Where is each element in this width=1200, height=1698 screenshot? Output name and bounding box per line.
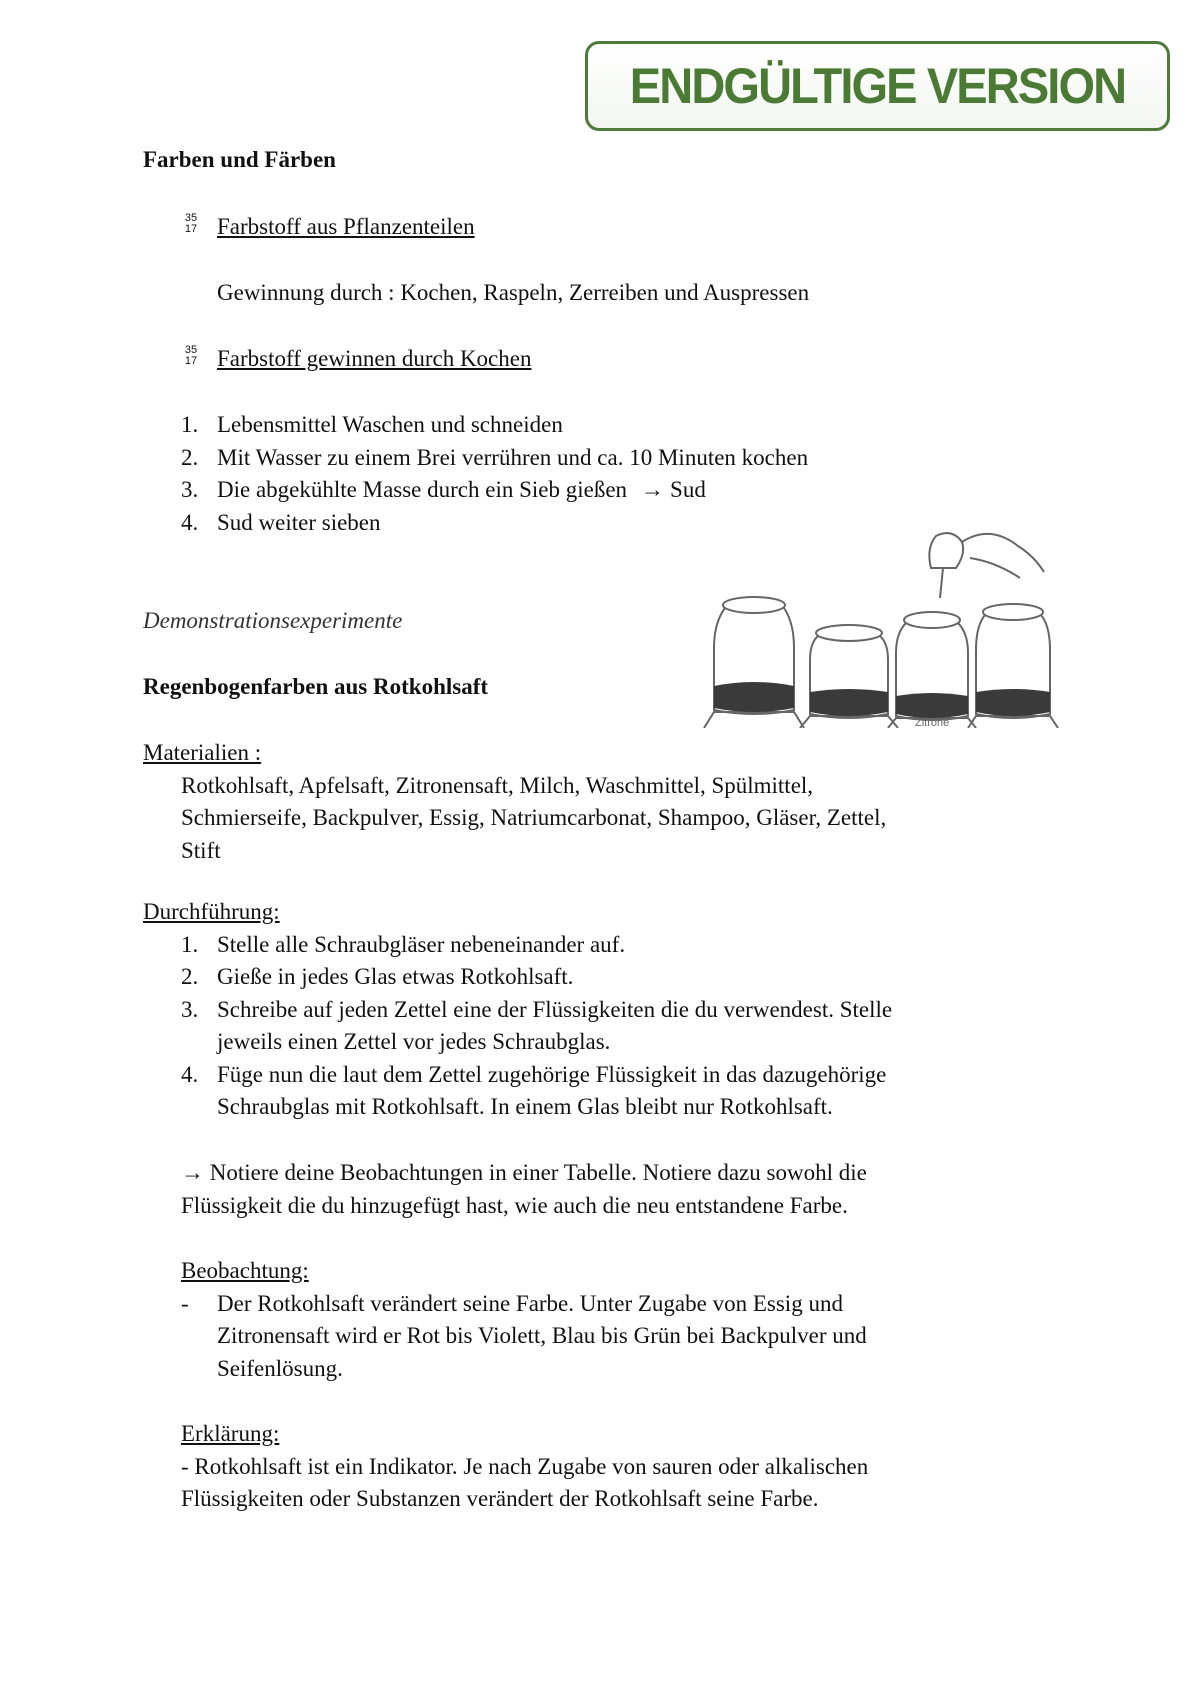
- list-item: Schreibe auf jeden Zettel eine der Flüssigkeiten die du verwendest. Stelle: [217, 997, 893, 1022]
- stamp-text: ENDGÜLTIGE VERSION: [629, 58, 1126, 114]
- list-item: Lebensmittel Waschen und schneiden: [217, 412, 563, 437]
- note-line: → Notiere deine Beobachtungen in einer Tabelle. Notiere dazu sowohl die: [181, 1160, 867, 1185]
- section-marker: 35 17: [184, 344, 198, 367]
- step-number: 3.: [181, 477, 199, 502]
- observation-line: Seifenlösung.: [217, 1356, 343, 1381]
- step-number: 1.: [181, 412, 199, 437]
- demo-label: Demonstrationsexperimente: [143, 608, 403, 633]
- explanation-line: Flüssigkeiten oder Substanzen verändert der Rotkohlsaft seine Farbe.: [181, 1486, 819, 1511]
- arrow-right-icon: →: [641, 477, 665, 502]
- document-title: Farben und Färben: [143, 147, 336, 172]
- step-number: 2.: [181, 445, 199, 470]
- section-marker: 35 17: [184, 212, 198, 235]
- list-item: Die abgekühlte Masse durch ein Sieb gießen → Sud: [217, 474, 706, 506]
- explanation-line: - Rotkohlsaft ist ein Indikator. Je nach Zugabe von sauren oder alkalischen: [181, 1454, 869, 1479]
- final-version-stamp: [585, 41, 1170, 131]
- step-number: 4.: [181, 1062, 199, 1087]
- list-item-continuation: Schraubglas mit Rotkohlsaft. In einem Glas bleibt nur Rotkohlsaft.: [217, 1094, 833, 1119]
- step-number: 2.: [181, 964, 199, 989]
- materials-line: Schmierseife, Backpulver, Essig, Natriumcarbonat, Shampoo, Gläser, Zettel,: [181, 805, 887, 830]
- observation-line: Zitronensaft wird er Rot bis Violett, Blau bis Grün bei Backpulver und: [217, 1323, 867, 1348]
- step-number: 4.: [181, 510, 199, 535]
- jar-label: Zitrone: [915, 717, 950, 728]
- step-number: 1.: [181, 932, 199, 957]
- observation-dash: -: [181, 1291, 189, 1316]
- section-heading-boiling: Farbstoff gewinnen durch Kochen: [217, 346, 532, 371]
- list-item: Füge nun die laut dem Zettel zugehörige Flüssigkeit in das dazugehörige: [217, 1062, 887, 1087]
- jars-illustration: [700, 528, 1060, 728]
- materials-line: Stift: [181, 838, 221, 863]
- observation-heading: Beobachtung:: [181, 1258, 309, 1283]
- experiment-title: Regenbogenfarben aus Rotkohlsaft: [143, 674, 489, 699]
- materials-line: Rotkohlsaft, Apfelsaft, Zitronensaft, Milch, Waschmittel, Spülmittel,: [181, 773, 814, 798]
- list-item-continuation: jeweils einen Zettel vor jedes Schraubglas.: [217, 1029, 611, 1054]
- extraction-methods-line: Gewinnung durch : Kochen, Raspeln, Zerreiben und Auspressen: [217, 280, 810, 305]
- section-heading-plant-dyes: Farbstoff aus Pflanzenteilen: [217, 214, 475, 239]
- step-number: 3.: [181, 997, 199, 1022]
- explanation-heading: Erklärung:: [181, 1421, 280, 1446]
- list-item: Mit Wasser zu einem Brei verrühren und ca. 10 Minuten kochen: [217, 445, 809, 470]
- list-item: Sud weiter sieben: [217, 510, 381, 535]
- list-item: Gieße in jedes Glas etwas Rotkohlsaft.: [217, 964, 574, 989]
- materials-heading: Materialien :: [143, 740, 262, 765]
- list-item: Stelle alle Schraubgläser nebeneinander auf.: [217, 932, 626, 957]
- observation-line: Der Rotkohlsaft verändert seine Farbe. Unter Zugabe von Essig und: [217, 1291, 843, 1316]
- arrow-right-icon: →: [181, 1160, 204, 1185]
- note-line: Flüssigkeit die du hinzugefügt hast, wie auch die neu entstandene Farbe.: [181, 1193, 848, 1218]
- procedure-heading: Durchführung:: [143, 899, 280, 924]
